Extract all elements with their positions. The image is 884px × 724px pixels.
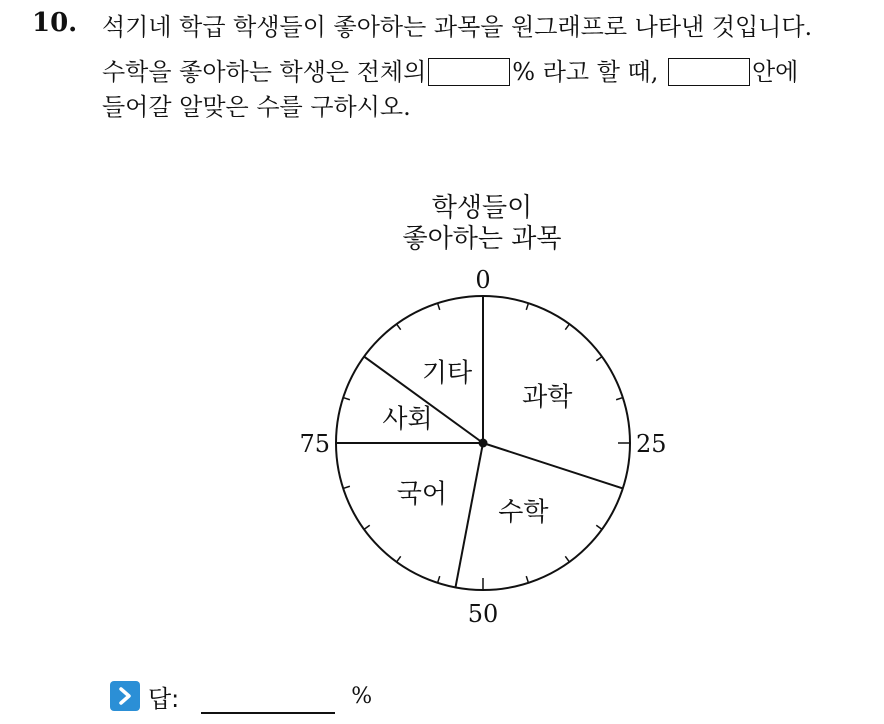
pie-tick bbox=[565, 556, 569, 562]
answer-label: 답: bbox=[148, 684, 180, 713]
question-line-2b: % 라고 할 때, bbox=[512, 58, 659, 86]
pie-center-dot bbox=[479, 439, 488, 448]
pie-slice-label: 수학 bbox=[498, 497, 549, 528]
pie-tick bbox=[596, 525, 602, 529]
pie-slice-label: 과학 bbox=[522, 382, 573, 413]
pie-tick bbox=[565, 324, 569, 330]
question-line-3: 들어갈 알맞은 수를 구하시오. bbox=[102, 93, 411, 121]
pie-slice-label: 국어 bbox=[396, 479, 447, 510]
answer-unit: % bbox=[351, 683, 373, 709]
answer-blank[interactable] bbox=[201, 678, 335, 714]
pie-chart bbox=[290, 260, 680, 630]
question-line-2c: 안에 bbox=[751, 58, 799, 86]
pie-tick bbox=[343, 486, 350, 488]
pie-tick bbox=[364, 525, 370, 529]
pie-scale-label: 50 bbox=[467, 600, 499, 628]
pie-tick bbox=[343, 398, 350, 400]
question-number: 10. bbox=[32, 8, 78, 38]
pie-slice-boundary bbox=[455, 443, 483, 587]
question-line-2 bbox=[102, 57, 798, 87]
pie-tick bbox=[397, 556, 401, 562]
blank-box-1 bbox=[428, 58, 510, 86]
pie-tick bbox=[526, 303, 528, 310]
pie-tick bbox=[526, 576, 528, 583]
pie-tick bbox=[596, 357, 602, 361]
pie-tick bbox=[616, 398, 623, 400]
pie-tick bbox=[397, 324, 401, 330]
pie-slice-label: 기타 bbox=[421, 358, 473, 389]
chevron-right-icon bbox=[110, 681, 140, 711]
blank-box-2 bbox=[668, 58, 750, 86]
pie-slice-label: 사회 bbox=[382, 404, 433, 435]
pie-slice-boundary bbox=[483, 443, 623, 488]
question-line-2a: 수학을 좋아하는 학생은 전체의 bbox=[102, 58, 427, 86]
pie-scale-label: 0 bbox=[475, 266, 491, 294]
answer-row bbox=[110, 676, 372, 716]
pie-scale-label: 25 bbox=[636, 430, 667, 458]
chart-title bbox=[380, 193, 584, 255]
pie-scale-label: 75 bbox=[299, 430, 330, 458]
question-line-1: 석기네 학급 학생들이 좋아하는 과목을 원그래프로 나타낸 것입니다. bbox=[102, 13, 813, 41]
chart-title-line-2: 좋아하는 과목 bbox=[402, 224, 562, 254]
chart-title-line-1: 학생들이 bbox=[431, 193, 533, 223]
pie-tick bbox=[438, 303, 440, 310]
pie-tick bbox=[438, 576, 440, 583]
